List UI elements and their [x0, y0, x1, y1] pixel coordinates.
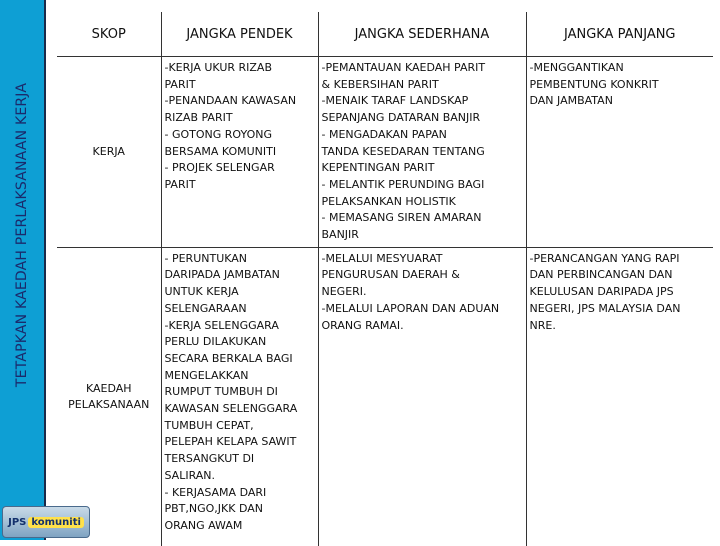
header-row — [57, 12, 713, 57]
header-jangka-sederhana: JANGKA SEDERHANA — [318, 12, 526, 57]
logo-text-jps: JPS — [8, 516, 27, 528]
header-skop: SKOP — [57, 12, 161, 57]
kerja-jangka-panjang: -MENGGANTIKAN PEMBENTUNG KONKRIT DAN JAMBATAN — [526, 57, 713, 248]
kerja-jangka-pendek: -KERJA UKUR RIZAB PARIT -PENANDAAN KAWASAN RIZAB PARIT - GOTONG ROYONG BERSAMA KOMUNITI - PROJEK SELENGAR PARIT — [161, 57, 318, 248]
kerja-jangka-sederhana: -PEMANTAUAN KAEDAH PARIT & KEBERSIHAN PARIT -MENAIK TARAF LANDSKAP SEPANJANG DATARAN BANJIR - MENGADAKAN PAPAN TANDA KESEDARAN TENTANG KEPENTINGAN PARIT - MELANTIK PERUNDING BAGI PELAKSANKAN HOLISTIK - MEMASANG SIREN AMARAN BANJIR — [318, 57, 526, 248]
row-label-kaedah-pelaksanaan: KAEDAH PELAKSANAAN — [57, 247, 161, 546]
kaedah-jangka-panjang: -PERANCANGAN YANG RAPI DAN PERBINCANGAN DAN KELULUSAN DARIPADA JPS NEGERI, JPS MALAYSIA DAN NRE. — [529, 251, 681, 332]
table-row-kaedah-pelaksanaan — [57, 247, 713, 546]
side-banner-divider — [44, 0, 46, 540]
table-row-kerja — [57, 57, 713, 248]
slide-title: TETAPKAN KAEDAH PERLAKSANAAN KERJA — [14, 82, 30, 388]
row-label-kerja: KERJA — [57, 57, 161, 248]
kaedah-jangka-sederhana: -MELALUI MESYUARAT PENGURUSAN DAERAH & NEGERI. -MELALUI LAPORAN DAN ADUAN ORANG RAMAI. — [318, 247, 526, 546]
header-jangka-pendek: JANGKA PENDEK — [161, 12, 318, 57]
plan-table — [57, 12, 713, 546]
kaedah-jangka-pendek: - PERUNTUKAN DARIPADA JAMBATAN UNTUK KERJA SELENGARAAN -KERJA SELENGGARA PERLU DILAKUKAN SECARA BERKALA BAGI MENGELAKKAN RUMPUT TUMBUH DI KAWASAN SELENGGARA TUMBUH CEPAT, PELEPAH KELAPA SAWIT TERSANGKUT DI SALIRAN. - KERJASAMA DARI PBT,NGO,JKK DAN ORANG AWAM — [161, 247, 318, 546]
logo-text-komuniti: komuniti — [28, 517, 84, 528]
header-jangka-panjang: JANGKA PANJANG — [526, 12, 713, 57]
